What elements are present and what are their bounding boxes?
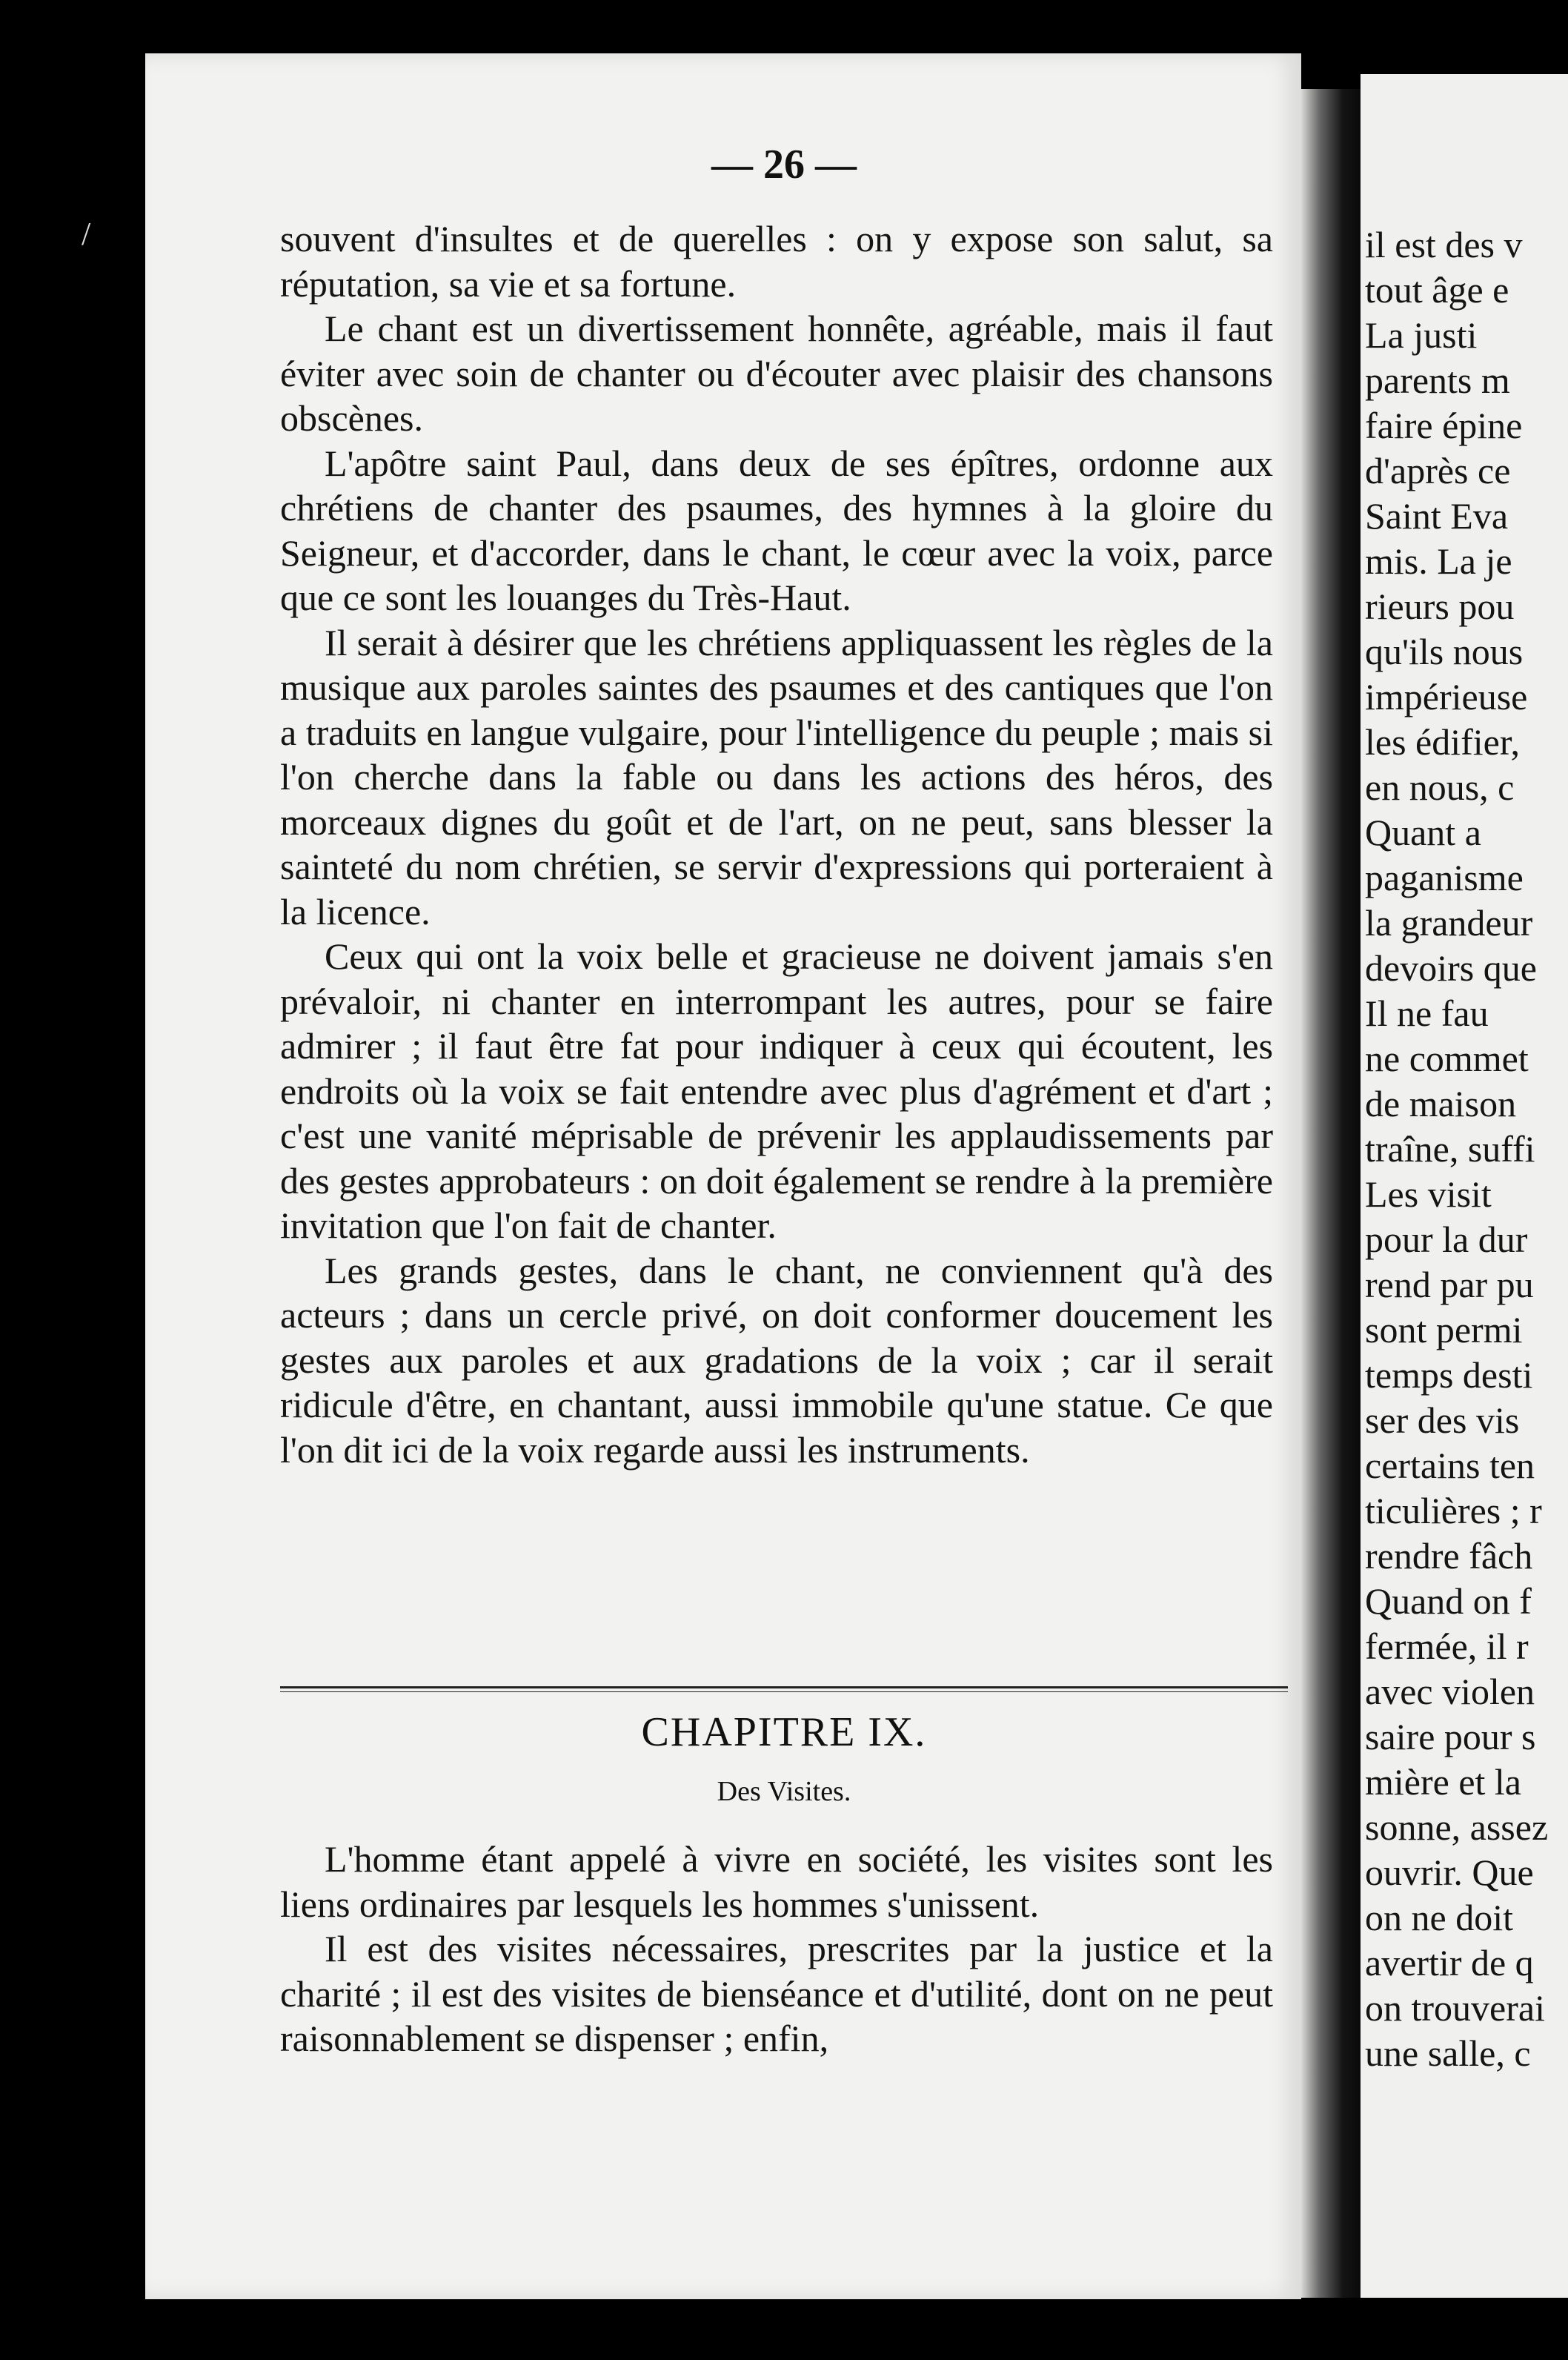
paragraph: Le chant est un divertissement honnête, agréable, mais il faut éviter avec soin de chanter ou d'écouter avec plaisir des chansons obscènes. xyxy=(280,308,1273,439)
right-page-line: la grandeur xyxy=(1365,902,1533,944)
right-page-line: paganisme xyxy=(1365,857,1524,898)
right-page-line: temps desti xyxy=(1365,1354,1533,1396)
body-text-top xyxy=(280,216,1273,1472)
right-page-line: faire épine xyxy=(1365,405,1523,446)
right-page-line: d'après ce xyxy=(1365,450,1511,491)
book-gutter xyxy=(1301,89,1361,2298)
chapter-divider xyxy=(280,1686,1288,1692)
right-page-line: tout âge e xyxy=(1365,269,1509,311)
paragraph: Il est des visites nécessaires, prescrites par la justice et la charité ; il est des visites de bienséance et d'utilité, dont on ne peut raisonnablement se dispenser ; enfin, xyxy=(280,1928,1273,2059)
page-number: — 26 — xyxy=(711,142,857,188)
paragraph: Il serait à désirer que les chrétiens appliquassent les règles de la musique aux paroles saintes des psaumes et des cantiques que l'on a traduits en langue vulgaire, pour l'intelligence du peuple ; mais si l'on cherche dans la fable ou dans les actions des héros, des morceaux dignes du goût et de l'art, on ne peut, sans blesser la sainteté du nom chrétien, se servir d'expressions qui porteraient à la licence. xyxy=(280,621,1273,932)
right-page-line: sonne, assez xyxy=(1365,1806,1549,1848)
right-page-line: Saint Eva xyxy=(1365,495,1509,537)
right-page-line: certains ten xyxy=(1365,1445,1535,1486)
right-page-line: de maison xyxy=(1365,1083,1517,1124)
right-page-line: La justi xyxy=(1365,314,1478,356)
paragraph: Les grands gestes, dans le chant, ne conviennent qu'à des acteurs ; dans un cercle privé, on doit conformer doucement les gestes aux paroles et aux gradations de la voix ; car il serait ridicule d'être, en chantant, aussi immobile qu'une statue. Ce que l'on dit ici de la voix regarde aussi les instruments. xyxy=(280,1249,1273,1471)
right-page-line: en nous, c xyxy=(1365,766,1515,808)
right-page-line: ticulières ; r xyxy=(1365,1490,1542,1531)
right-page-line: devoirs que xyxy=(1365,947,1537,989)
right-page-line: avertir de q xyxy=(1365,1942,1534,1983)
right-page-line: Quant a xyxy=(1365,812,1481,853)
right-page-line: avec violen xyxy=(1365,1671,1535,1712)
right-page-line: rend par pu xyxy=(1365,1264,1534,1305)
right-page-line: ouvrir. Que xyxy=(1365,1852,1534,1893)
paragraph: L'apôtre saint Paul, dans deux de ses épîtres, ordonne aux chrétiens de chanter des psaumes, des hymnes à la gloire du Seigneur, et d'accorder, dans le chant, le cœur avec la voix, parce que ce sont les louanges du Très-Haut. xyxy=(280,442,1273,618)
right-page-line: pour la dur xyxy=(1365,1219,1528,1260)
right-page-line: Quand on f xyxy=(1365,1580,1532,1622)
right-page-line: mière et la xyxy=(1365,1761,1521,1803)
paragraph: souvent d'insultes et de querelles : on y expose son salut, sa réputation, sa vie et sa fortune. xyxy=(280,218,1273,305)
margin-mark: / xyxy=(82,216,91,252)
right-page-line: impérieuse xyxy=(1365,676,1528,717)
right-page-line: on ne doit xyxy=(1365,1897,1513,1938)
chapter-subtitle: Des Visites. xyxy=(717,1776,851,1807)
right-page-line: fermée, il r xyxy=(1365,1625,1529,1667)
right-page-line: rieurs pou xyxy=(1365,586,1515,627)
right-page-line: sont permi xyxy=(1365,1309,1523,1350)
right-page-line: une salle, c xyxy=(1365,2032,1531,2074)
chapter-title: CHAPITRE IX. xyxy=(641,1709,927,1755)
right-page-line: mis. La je xyxy=(1365,540,1512,582)
paragraph: Ceux qui ont la voix belle et gracieuse ne doivent jamais s'en prévaloir, ni chanter en interrompant les autres, pour se faire admirer ; il faut être fat pour indiquer à ceux qui écoutent, les endroits où la voix se fait entendre avec plus d'agrément et d'art ; c'est une vanité méprisable de prévenir les applaudissements par des gestes approbateurs : on doit également se rendre à la première invitation que l'on fait de chanter. xyxy=(280,935,1273,1246)
paragraph: L'homme étant appelé à vivre en société, les visites sont les liens ordinaires par lesquels les hommes s'unissent. xyxy=(280,1838,1273,1925)
right-page-line: Les visit xyxy=(1365,1173,1492,1215)
right-page-line: parents m xyxy=(1365,359,1510,401)
body-text-bottom xyxy=(280,1837,1273,2061)
right-page-line: ser des vis xyxy=(1365,1399,1520,1441)
right-page-line: rendre fâch xyxy=(1365,1535,1533,1577)
right-page-line: Il ne fau xyxy=(1365,992,1489,1034)
right-page-line: traîne, suffi xyxy=(1365,1128,1535,1170)
right-page-line: saire pour s xyxy=(1365,1716,1536,1757)
right-page-line: les édifier, xyxy=(1365,721,1521,763)
right-page-text xyxy=(1365,222,1568,2076)
right-page-line: qu'ils nous xyxy=(1365,631,1524,672)
right-page-line: il est des v xyxy=(1365,224,1523,265)
right-page-line: on trouverai xyxy=(1365,1987,1545,2029)
right-page-line: ne commet xyxy=(1365,1038,1529,1079)
